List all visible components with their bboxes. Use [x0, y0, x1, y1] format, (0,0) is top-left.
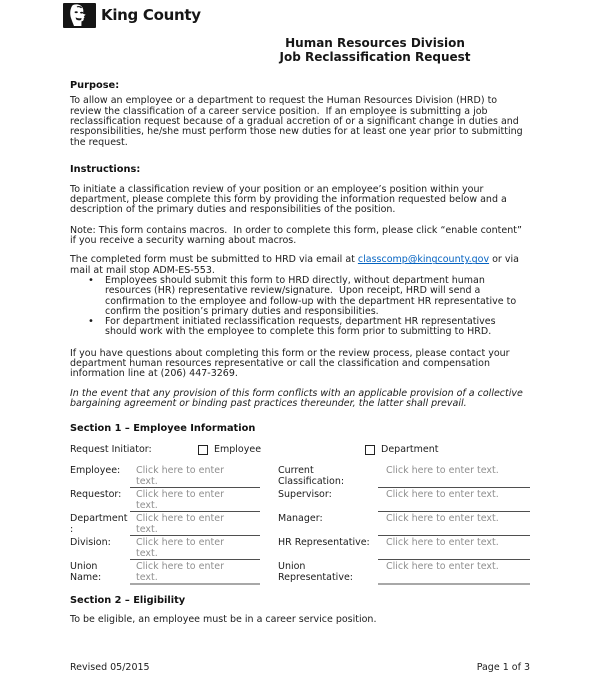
questions-paragraph: If you have questions about completing this form or the review process, please contact your department human resources representative or call the classification and compensation information line at (206) 447-3269.	[70, 347, 513, 380]
employee-option	[198, 445, 365, 455]
page-number: Page 1 of 3	[476, 662, 530, 673]
employee-info-grid	[70, 464, 530, 585]
section1-heading: Section 1 – Employee Information	[70, 423, 256, 435]
field-label-union-representative: Union Representative:	[278, 561, 353, 583]
document-title	[225, 36, 525, 64]
king-county-logo	[63, 2, 530, 28]
union-name-field[interactable]: Click here to enter text.	[130, 560, 260, 585]
employee-checkbox-label: Employee	[214, 443, 262, 455]
logo-wordmark: King County	[101, 5, 201, 24]
instructions-bullet-list	[70, 276, 530, 338]
field-label-hr-representative: HR Representative:	[278, 537, 370, 549]
submission-text-post: or via mail at mail stop ADM-ES-553.	[70, 254, 522, 276]
field-label-division: Division:	[70, 537, 111, 549]
king-county-mlk-face-icon	[63, 3, 96, 28]
purpose-heading: Purpose:	[70, 80, 120, 92]
manager-field[interactable]: Click here to enter text.	[378, 512, 530, 536]
eligibility-paragraph: To be eligible, an employee must be in a career service position.	[70, 613, 377, 625]
department-checkbox[interactable]	[365, 445, 375, 455]
current-classification-field[interactable]: Click here to enter text.	[378, 464, 530, 488]
bullet-item: • Employees should submit this form to HRD directly, without department human resources (HR) representative review/signature. Upon receipt, HRD will send a confirmation to the employee and follow-up with the department HR representative to confirm the position’s primary duties and responsibilities.	[70, 276, 530, 317]
field-label-manager: Manager:	[278, 513, 323, 525]
title-line-2: Job Reclassification Request	[279, 50, 471, 65]
bullet-item: • For department initiated reclassification requests, department HR representatives should work with the employee to complete this form prior to submitting to HRD.	[70, 317, 530, 338]
submission-text-pre: The completed form must be submitted to HRD via email at	[70, 254, 358, 266]
department-option	[365, 445, 439, 455]
employee-field[interactable]: Click here to enter text.	[130, 464, 260, 488]
hr-representative-field[interactable]: Click here to enter text.	[378, 536, 530, 560]
field-label-union-name: Union Name:	[70, 561, 102, 583]
field-label-supervisor: Supervisor:	[278, 489, 332, 501]
field-label-requestor: Requestor:	[70, 489, 122, 501]
supervisor-field[interactable]: Click here to enter text.	[378, 488, 530, 512]
field-label-current-classification: Current Classification:	[278, 465, 345, 487]
field-label-department: Department:	[70, 513, 128, 535]
page-footer	[70, 663, 530, 673]
requestor-field[interactable]: Click here to enter text.	[130, 488, 260, 512]
purpose-paragraph: To allow an employee or a department to request the Human Resources Division (HRD) to review the classification of a career service position. If an employee is submitting a job reclassification request because of a gradual accretion of or a significant change in duties and responsibilities, he/she must perform those new duties for at least one year prior to submitting the request.	[70, 95, 526, 148]
submission-paragraph	[70, 255, 530, 276]
request-initiator-label: Request Initiator:	[70, 443, 152, 455]
macros-note-paragraph: Note: This form contains macros. In order to complete this form, please click “enable content” if you receive a security warning about macros.	[70, 224, 525, 247]
request-initiator-row	[70, 443, 530, 456]
instructions-paragraph: To initiate a classification review of your position or an employee’s position within your department, please complete this form by providing the information requested below and a description of the primary duties and responsibilities of the position.	[70, 183, 510, 216]
email-link[interactable]: classcomp@kingcounty.gov	[357, 254, 490, 266]
section2-heading: Section 2 – Eligibility	[70, 594, 186, 606]
department-checkbox-label: Department	[381, 443, 439, 455]
field-label-employee: Employee:	[70, 465, 121, 477]
employee-checkbox[interactable]	[198, 445, 208, 455]
instructions-heading: Instructions:	[70, 163, 141, 175]
disclaimer-paragraph: In the event that any provision of this form conflicts with an applicable provision of a collective bargaining agreement or binding past practices thereunder, the latter shall prevail.	[70, 387, 526, 409]
department-field[interactable]: Click here to enter text.	[130, 512, 260, 536]
division-field[interactable]: Click here to enter text.	[130, 536, 260, 560]
title-line-1: Human Resources Division	[285, 36, 465, 50]
revised-date: Revised 05/2015	[70, 662, 150, 673]
union-representative-field[interactable]: Click here to enter text.	[378, 560, 530, 585]
